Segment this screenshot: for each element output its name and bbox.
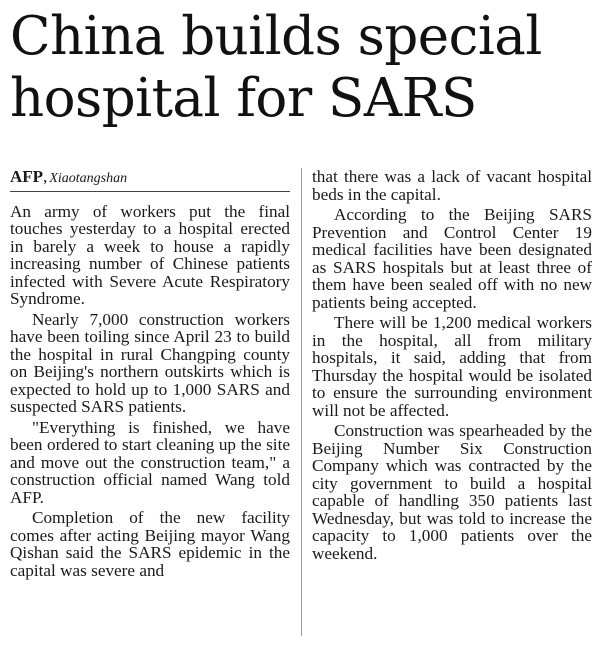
byline <box>10 168 290 188</box>
paragraph-continued: that there was a lack of vacant hospital beds in the capital. <box>312 167 592 204</box>
byline-separator: , <box>43 167 48 186</box>
paragraph: Construction was spearheaded by the Beijing Number Six Construction Company which was contracted by the city government to build a hospital capable of handling 350 patients last Wednesday, but was told to increase the capacity to 1,000 patients over the weekend. <box>312 421 592 563</box>
headline-line-2: hospital for SARS <box>10 68 477 129</box>
paragraph: There will be 1,200 medical workers in the hospital, all from military hospitals, it said, adding that from Thursday the hospital would be isolated to ensure the surrounding environment will not be affected. <box>312 313 592 420</box>
article-column-left <box>10 168 290 582</box>
headline <box>10 6 595 130</box>
article-body <box>10 168 592 638</box>
paragraph: Completion of the new facility comes after acting Beijing mayor Wang Qishan said the SARS epidemic in the capital was severe and <box>10 508 290 580</box>
column-divider <box>301 168 302 636</box>
article-column-right <box>312 168 592 565</box>
paragraph: Nearly 7,000 construction workers have been toiling since April 23 to build the hospital in rural Changping county on Beijing's northern outskirts which is expected to hold up to 1,000 SARS and suspected SARS patients. <box>10 309 290 416</box>
paragraph: "Everything is finished, we have been ordered to start cleaning up the site and move out the construction team," a construction official named Wang told AFP. <box>10 417 290 507</box>
byline-rule <box>10 191 290 192</box>
paragraph: An army of workers put the final touches yesterday to a hospital erected in barely a week to house a rapidly increasing number of Chinese patients infected with Severe Acute Respiratory Syndrome. <box>10 201 290 308</box>
paragraph: According to the Beijing SARS Prevention and Control Center 19 medical facilities have been designated as SARS hospitals but at least three of them have been sealed off with no new patients being accepted. <box>312 205 592 312</box>
byline-agency: AFP <box>10 167 44 186</box>
headline-line-1: China builds special <box>10 6 542 67</box>
byline-place: Xiaotangshan <box>49 171 128 186</box>
